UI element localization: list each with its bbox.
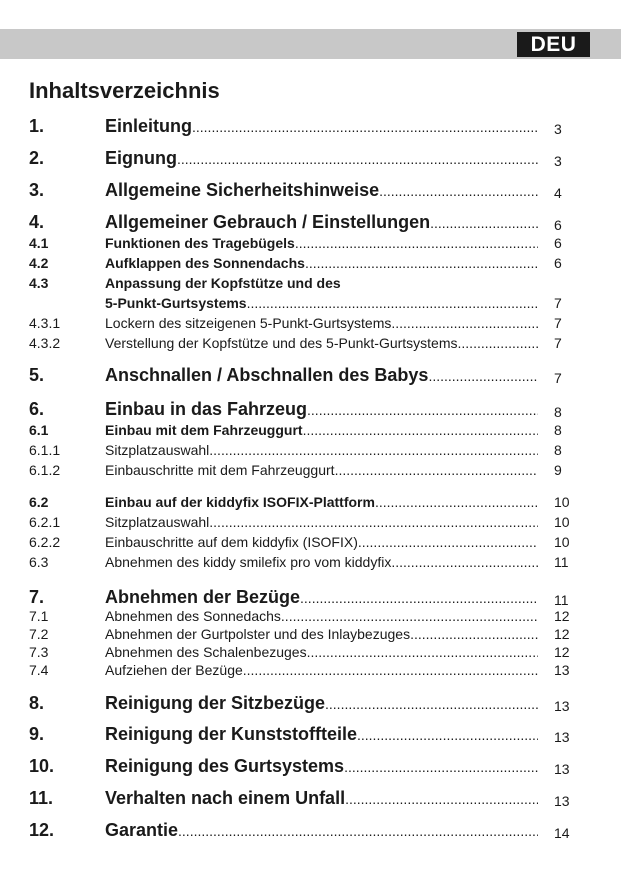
toc-entry[interactable]	[0, 314, 621, 332]
toc-number: 10.	[29, 756, 55, 776]
toc-entry[interactable]	[0, 625, 621, 643]
toc-entry[interactable]	[0, 661, 621, 679]
toc-number: 4.3.1	[29, 315, 61, 331]
toc-number: 4.1	[29, 235, 49, 251]
toc-entry[interactable]	[0, 421, 621, 439]
toc-entry[interactable]	[0, 441, 621, 459]
toc-number: 6.2	[29, 494, 49, 510]
toc-entry[interactable]	[0, 254, 621, 272]
toc-page-number: 9	[554, 462, 562, 478]
toc-title: Einbau in das Fahrzeug .....	[105, 397, 538, 422]
toc-number: 4.3	[29, 275, 49, 291]
toc-number: 4.2	[29, 255, 49, 271]
toc-title: Anschnallen / Abschnallen des Babys .....	[105, 363, 538, 388]
toc-title: Sitzplatzauswahl .....	[105, 441, 538, 459]
toc-title: Einbauschritte mit dem Fahrzeuggurt .....	[105, 461, 538, 479]
toc-entry[interactable]	[0, 210, 621, 234]
toc-entry[interactable]	[0, 114, 621, 138]
toc-entry[interactable]	[0, 513, 621, 531]
toc-number: 7.3	[29, 644, 49, 660]
toc-entry[interactable]	[0, 607, 621, 625]
toc-title: Einleitung .....	[105, 114, 538, 139]
toc-entry[interactable]	[0, 533, 621, 551]
toc-entry[interactable]	[0, 722, 621, 746]
toc-page-number: 7	[554, 370, 562, 386]
toc-entry[interactable]	[0, 363, 621, 387]
toc-page-number: 13	[554, 729, 570, 745]
toc-page-number: 10	[554, 514, 570, 530]
toc-entry[interactable]	[0, 818, 621, 842]
toc-page-number: 8	[554, 442, 562, 458]
toc-page-number: 6	[554, 255, 562, 271]
toc-page-number: 12	[554, 608, 570, 624]
toc-title: 5-Punkt-Gurtsystems .....	[105, 294, 538, 312]
toc-page-number: 10	[554, 494, 570, 510]
toc-title: Reinigung der Kunststoffteile .....	[105, 722, 538, 747]
toc-entry[interactable]	[0, 234, 621, 252]
toc-page-number: 11	[554, 554, 569, 570]
toc-page-number: 3	[554, 121, 562, 137]
toc-entry[interactable]	[0, 754, 621, 778]
toc-page-number: 12	[554, 644, 570, 660]
toc-number: 2.	[29, 148, 45, 168]
toc-entry[interactable]	[0, 493, 621, 511]
toc-title: Verhalten nach einem Unfall .....	[105, 786, 538, 811]
toc-number: 7.2	[29, 626, 49, 642]
toc-page-number: 6	[554, 235, 562, 251]
toc-number: 6.	[29, 399, 45, 419]
toc-page-number: 13	[554, 761, 570, 777]
toc-title: Einbau auf der kiddyfix ISOFIX-Plattform .....	[105, 493, 538, 511]
toc-title: Reinigung der Sitzbezüge .....	[105, 691, 538, 716]
toc-entry[interactable]	[0, 643, 621, 661]
toc-number: 12.	[29, 820, 55, 840]
toc-title: Abnehmen des Sonnedachs .....	[105, 607, 538, 625]
toc-page-number: 3	[554, 153, 562, 169]
toc-title: Eignung .....	[105, 146, 538, 171]
language-badge: DEU	[517, 32, 590, 57]
toc-number: 6.2.1	[29, 514, 61, 530]
toc-number: 6.1.2	[29, 462, 61, 478]
toc-title: Aufklappen des Sonnendachs .....	[105, 254, 538, 272]
toc-title: Einbau mit dem Fahrzeuggurt .....	[105, 421, 538, 439]
toc-entry[interactable]	[0, 553, 621, 571]
toc-title: Reinigung des Gurtsystems .....	[105, 754, 538, 779]
toc-page-number: 7	[554, 335, 562, 351]
toc-entry[interactable]	[0, 691, 621, 715]
toc-number: 4.	[29, 212, 45, 232]
toc-title: Anpassung der Kopfstütze und des	[105, 275, 341, 291]
toc-page-number: 7	[554, 295, 562, 311]
toc-number: 6.2.2	[29, 534, 61, 550]
toc-title: Allgemeiner Gebrauch / Einstellungen .....	[105, 210, 538, 235]
toc-title: Abnehmen des kiddy smilefix pro vom kiddyfix .....	[105, 553, 538, 571]
toc-page-number: 13	[554, 698, 570, 714]
toc-page-number: 6	[554, 217, 562, 233]
toc-title: Garantie .....	[105, 818, 538, 843]
toc-entry[interactable]	[0, 178, 621, 202]
toc-title: Aufziehen der Bezüge .....	[105, 661, 538, 679]
toc-number: 7.	[29, 587, 45, 607]
toc-number: 5.	[29, 365, 45, 385]
toc-page-number: 8	[554, 422, 562, 438]
toc-number: 4.3.2	[29, 335, 61, 351]
toc-number: 6.1	[29, 422, 49, 438]
page-title: Inhaltsverzeichnis	[29, 78, 220, 103]
toc-title: Lockern des sitzeigenen 5-Punkt-Gurtsystems .....	[105, 314, 538, 332]
toc-page-number: 14	[554, 825, 570, 841]
toc-number: 11.	[29, 788, 54, 808]
toc-entry[interactable]	[0, 585, 621, 609]
toc-number: 7.4	[29, 662, 49, 678]
toc-page-number: 11	[554, 592, 569, 608]
toc-number: 6.1.1	[29, 442, 61, 458]
toc-entry[interactable]	[0, 461, 621, 479]
toc-page-number: 8	[554, 404, 562, 420]
toc-entry[interactable]	[0, 274, 621, 292]
toc-title: Sitzplatzauswahl .....	[105, 513, 538, 531]
toc-entry-continuation[interactable]	[0, 294, 621, 312]
toc-number: 6.3	[29, 554, 49, 570]
toc-title: Allgemeine Sicherheitshinweise .....	[105, 178, 538, 203]
toc-page-number: 13	[554, 662, 570, 678]
toc-number: 3.	[29, 180, 45, 200]
toc-number: 8.	[29, 693, 45, 713]
toc-title: Verstellung der Kopfstütze und des 5-Punkt-Gurtsystems .....	[105, 334, 538, 352]
toc-number: 7.1	[29, 608, 49, 624]
toc-page-number: 10	[554, 534, 570, 550]
toc-title: Abnehmen der Gurtpolster und des Inlaybezuges .....	[105, 625, 538, 643]
toc-title: Abnehmen der Bezüge .....	[105, 585, 538, 610]
toc-title: Funktionen des Tragebügels .....	[105, 234, 538, 252]
toc-entry[interactable]	[0, 334, 621, 352]
toc-page-number: 4	[554, 185, 562, 201]
toc-title: Einbauschritte auf dem kiddyfix (ISOFIX) .....	[105, 533, 538, 551]
toc-entry[interactable]	[0, 786, 621, 810]
toc-entry[interactable]	[0, 397, 621, 421]
toc-title: Abnehmen des Schalenbezuges .....	[105, 643, 538, 661]
toc-entry[interactable]	[0, 146, 621, 170]
toc-page-number: 12	[554, 626, 570, 642]
toc-page-number: 13	[554, 793, 570, 809]
toc-number: 1.	[29, 116, 45, 136]
toc-page-number: 7	[554, 315, 562, 331]
toc-number: 9.	[29, 724, 45, 744]
